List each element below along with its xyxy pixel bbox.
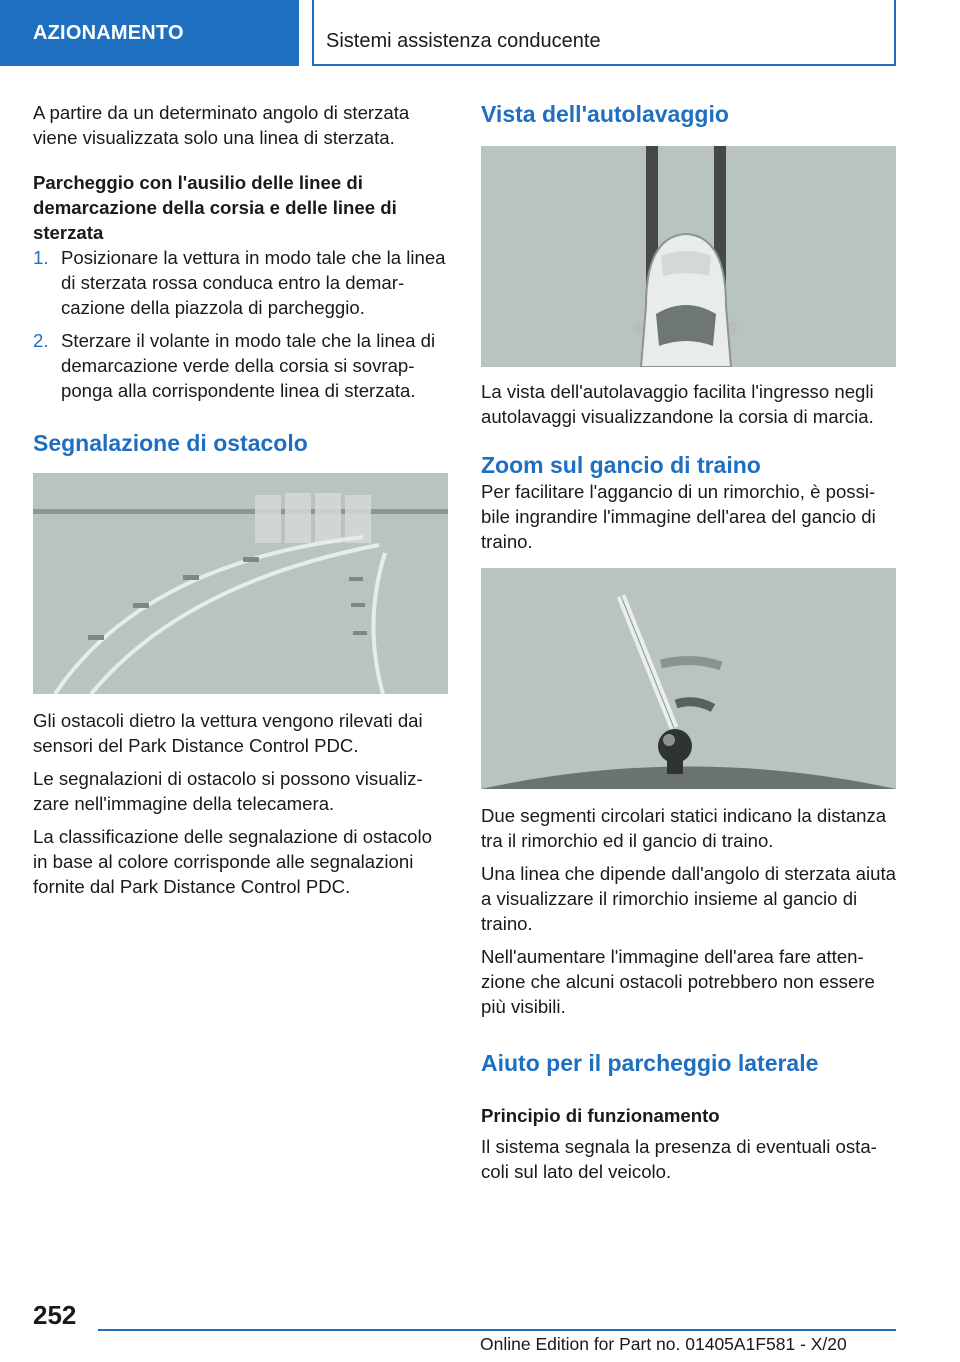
zoom-paragraph: Nell'aumentare l'immagine dell'area fare attenzione che alcuni ostacoli potrebbero non essere più visibili.: [481, 946, 875, 1017]
parking-heading: Parcheggio con l'ausilio delle linee di demarcazione della corsia e delle linee di sterzata: [33, 172, 397, 243]
page-header: [0, 0, 960, 66]
distance-dash: [88, 635, 104, 640]
distance-dash: [243, 557, 259, 562]
side-parking-heading: Aiuto per il parcheggio laterale: [481, 1050, 819, 1076]
obstacle-paragraph: Gli ostacoli dietro la vettura vengono rilevati dai sensori del Park Distance Control PDC.: [33, 710, 423, 756]
hitch-zoom-figure: [481, 568, 896, 789]
step-item: [33, 245, 449, 320]
figure-background: [33, 473, 448, 694]
footer-rule: [98, 1329, 896, 1331]
right-column: [481, 100, 897, 1192]
zoom-paragraph: Due segmenti circolari statici indicano la distanza tra il rimorchio ed il gancio di traino.: [481, 805, 887, 851]
parking-steps: [33, 245, 449, 403]
tow-ball-neck: [667, 760, 683, 774]
zoom-intro: Per facilitare l'aggancio di un rimorchio, è possibile ingrandire l'immagine dell'area del gancio di traino.: [481, 481, 876, 552]
obstacle-heading: Segnalazione di ostacolo: [33, 430, 308, 456]
distance-dash: [353, 631, 367, 635]
zoom-paragraph: Una linea che dipende dall'angolo di sterzata aiuta a visualizzare il rimorchio insieme al gancio di traino.: [481, 863, 896, 934]
page-number: 252: [33, 1300, 77, 1330]
obstacle-figure: [33, 473, 448, 694]
left-column: [33, 100, 449, 907]
principle-heading: Principio di funzionamento: [481, 1105, 720, 1126]
obstacle-paragraph: La classificazione delle segnalazione di ostacolo in base al colore corrisponde alle segnalazioni fornite dal Park Distance Control PDC.: [33, 826, 432, 897]
principle-text: Il sistema segnala la presenza di eventuali ostacoli sul lato del veicolo.: [481, 1136, 877, 1182]
tow-ball: [658, 729, 692, 763]
distance-dash: [351, 603, 365, 607]
obstacle-marker: [315, 493, 341, 543]
carwash-figure: [481, 146, 896, 367]
edition-note: Online Edition for Part no. 01405A1F581 - X/20: [480, 1334, 847, 1354]
distance-dash: [133, 603, 149, 608]
carwash-heading: Vista dell'autolavaggio: [481, 101, 729, 127]
zoom-heading: Zoom sul gancio di traino: [481, 452, 761, 478]
step-text: Posizionare la vettura in modo tale che la linea di sterzata rossa conduca entro la demarcazione della piazzola di parcheggio.: [61, 247, 446, 318]
obstacle-marker: [255, 495, 281, 543]
chapter-title: Sistemi assistenza conducente: [326, 30, 601, 52]
step-item: [33, 328, 449, 403]
steering-intro: A partire da un determinato angolo di sterzata viene visualizzata solo una linea di sterzata.: [33, 102, 410, 148]
bumper-band: [33, 509, 448, 514]
step-number: 1.: [33, 247, 49, 268]
distance-dash: [349, 577, 363, 581]
section-title: AZIONAMENTO: [0, 0, 299, 66]
carwash-text: La vista dell'autolavaggio facilita l'ingresso negli autolavaggi visualizzandone la corsia di marcia.: [481, 381, 874, 427]
step-number: 2.: [33, 330, 49, 351]
obstacle-paragraph: Le segnalazioni di ostacolo si possono visualizzare nell'immagine della telecamera.: [33, 768, 423, 814]
step-text: Sterzare il volante in modo tale che la linea di demarcazione verde della corsia si sovrapponga alla corrispondente linea di sterzata.: [61, 330, 436, 401]
distance-dash: [183, 575, 199, 580]
obstacle-marker: [285, 493, 311, 543]
